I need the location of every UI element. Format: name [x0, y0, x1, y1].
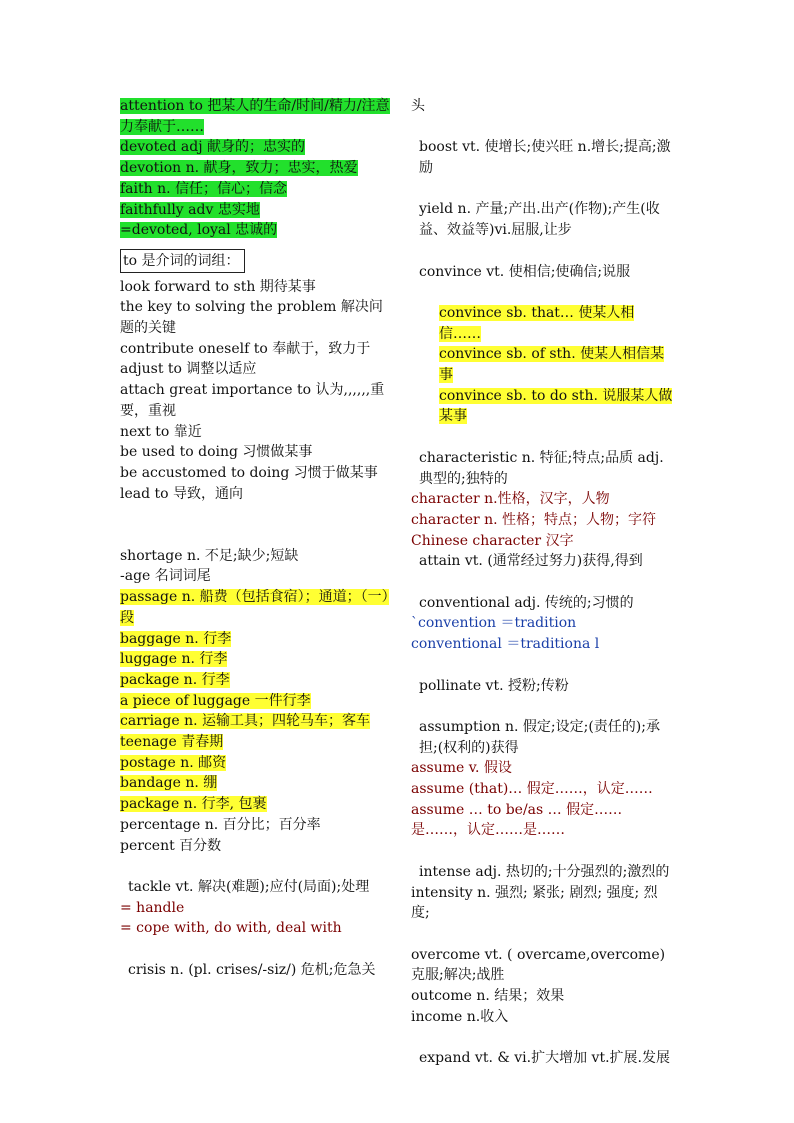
vocab-entry-tackle: tackle vt. 解决(难题);应付(局面);处理	[128, 878, 370, 895]
phrase-assume-to-be: assume … to be/as … 假定……是……，认定……是……	[411, 801, 623, 839]
phrase-adjust: adjust to 调整以适应	[120, 361, 257, 378]
vocab-entry-teenage: teenage 青春期	[120, 734, 224, 751]
crisis-continuation: 头	[411, 98, 425, 114]
vocab-entry-conventional: conventional adj. 传统的;习惯的	[419, 594, 634, 611]
vocab-entry-intense: intense adj. 热切的;十分强烈的;激烈的	[419, 863, 670, 880]
vocab-entry-character-2: character n. 性格；特点；人物；字符	[411, 511, 657, 528]
vocab-entry-postage: postage n. 邮资	[120, 754, 227, 771]
phrase-assume-that: assume (that)… 假定……，认定……	[411, 781, 653, 798]
vocab-entry-shortage: shortage n. 不足;缺少;短缺	[120, 547, 299, 564]
section-title-to-phrases: to 是介词的词组：	[120, 247, 390, 277]
vocab-entry-package: package n. 行李	[120, 671, 230, 688]
phrase-be-used-to: be used to doing 习惯做某事	[120, 444, 313, 461]
vocab-entry-passage: passage n. 船费（包括食宿）；通道；（一）段	[120, 589, 389, 626]
left-column	[120, 96, 390, 980]
vocab-entry-piece-of-luggage: a piece of luggage 一件行李	[120, 692, 311, 709]
vocab-entry-chinese-character: Chinese character 汉字	[411, 532, 574, 549]
phrase-look-forward: look forward to sth 期待某事	[120, 278, 316, 295]
synonym-cope-with: = cope with, do with, deal with	[120, 920, 342, 937]
vocab-entry-devoted: devoted adj 献身的；忠实的	[120, 139, 306, 156]
vocab-entry-faith: faith n. 信任；信心；信念	[120, 180, 288, 197]
vocab-entry-attain: attain vt. (通常经过努力)获得,得到	[419, 553, 643, 570]
phrase-contribute: contribute oneself to 奉献于，致力于	[120, 340, 371, 357]
phrase-lead-to: lead to 导致，通向	[120, 485, 244, 502]
vocab-entry-yield: yield n. 产量;产出.出产(作物);产生(收益、效益等)vi.屈服,让步	[419, 201, 660, 239]
vocab-entry-faithfully: faithfully adv 忠实地	[120, 201, 260, 218]
vocab-entry-carriage: carriage n. 运输工具；四轮马车；客车	[120, 713, 371, 730]
phrase-attach: attach great importance to 认为,,,,,,重要，重视	[120, 382, 385, 419]
vocab-entry-characteristic: characteristic n. 特征;特点;品质 adj.典型的;独特的	[419, 449, 664, 487]
phrase-convince-that: convince sb. that… 使某人相信……	[439, 304, 635, 342]
phrase-convince-to-do: convince sb. to do sth. 说服某人做某事	[439, 387, 673, 425]
vocab-entry-income: income n.收入	[411, 1008, 509, 1025]
vocab-entry-age-suffix: -age 名词词尾	[120, 568, 211, 585]
synonym-convention: `convention ＝tradition	[411, 615, 577, 632]
vocab-entry-luggage: luggage n. 行李	[120, 651, 228, 668]
vocab-entry-pollinate: pollinate vt. 授粉;传粉	[419, 677, 569, 694]
vocab-entry-bandage: bandage n. 绷	[120, 775, 218, 792]
vocab-entry-assumption: assumption n. 假定;设定;(责任的);承担;(权利的)获得	[419, 718, 660, 756]
vocab-entry-convince: convince vt. 使相信;使确信;说服	[419, 263, 631, 280]
vocab-entry-attention: attention to 把某人的生命/时间/精力/注意力奉献于……	[120, 98, 390, 135]
vocab-entry-boost: boost vt. 使增长;使兴旺 n.增长;提高;激励	[419, 139, 671, 177]
vocab-entry-assume: assume v. 假设	[411, 760, 512, 777]
phrase-convince-of: convince sb. of sth. 使某人相信某事	[439, 346, 665, 384]
synonym-handle: = handle	[120, 899, 185, 916]
vocab-entry-devotion: devotion n. 献身，致力；忠实，热爱	[120, 160, 358, 177]
vocab-entry-baggage: baggage n. 行李	[120, 630, 232, 647]
synonym-conventional: conventional ＝traditiona l	[411, 636, 600, 653]
vocab-entry-percentage: percentage n. 百分比；百分率	[120, 816, 321, 833]
vocab-entry-percent: percent 百分数	[120, 837, 222, 854]
vocab-entry-intensity: intensity n. 强烈; 紧张; 剧烈; 强度; 烈度;	[411, 884, 658, 922]
vocab-entry-crisis: crisis n. (pl. crises/-siz/) 危机;危急关	[128, 961, 376, 978]
vocab-entry-outcome: outcome n. 结果；效果	[411, 988, 565, 1005]
vocab-entry-package-2: package n. 行李, 包裹	[120, 796, 267, 813]
right-column	[411, 96, 675, 1069]
vocab-entry-loyal: =devoted, loyal 忠诚的	[120, 222, 278, 239]
vocab-entry-overcome: overcome vt. ( overcame,overcome) 克服;解决;战胜	[411, 946, 666, 984]
vocab-entry-character-1: character n.性格，汉字，人物	[411, 491, 610, 508]
phrase-next-to: next to 靠近	[120, 423, 202, 440]
phrase-be-accustomed: be accustomed to doing 习惯于做某事	[120, 464, 378, 481]
phrase-key-to: the key to solving the problem 解决问题的关键	[120, 299, 383, 337]
vocab-entry-expand: expand vt. & vi.扩大增加 vt.扩展.发展	[419, 1050, 670, 1067]
